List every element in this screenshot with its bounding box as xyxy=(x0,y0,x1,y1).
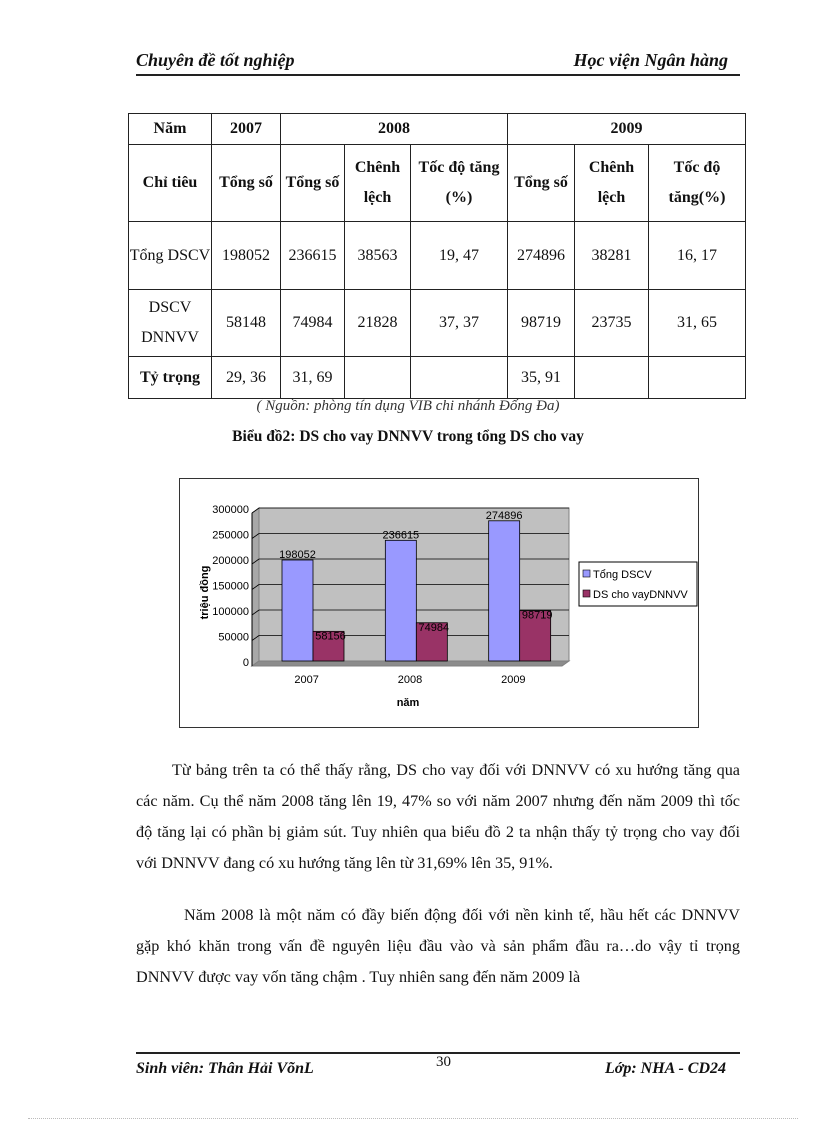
table-cell: 16, 17 xyxy=(649,222,746,290)
bar-data-label: 74984 xyxy=(418,621,450,634)
bar-data-label: 198052 xyxy=(279,548,316,561)
bar-data-label: 98719 xyxy=(521,609,553,622)
table-cell xyxy=(649,357,746,399)
footer-student: Sinh viên: Thân Hải VõnL xyxy=(136,1060,314,1077)
legend-label: Tổng DSCV xyxy=(593,569,652,581)
bar xyxy=(385,540,416,661)
table-cell: 98719 xyxy=(508,290,575,357)
footer-class: Lớp: NHA - CD24 xyxy=(604,1060,726,1077)
bar xyxy=(489,521,520,661)
table-cell: 38281 xyxy=(575,222,649,290)
page-header xyxy=(136,48,740,76)
x-tick-label: 2009 xyxy=(501,674,526,686)
table-source-note: ( Nguồn: phòng tín dụng VIB chi nhánh Đống Đa) xyxy=(256,398,560,414)
year-label-cell: Năm xyxy=(129,114,212,145)
indicator-label-cell: Chỉ tiêu xyxy=(129,145,212,222)
chart-caption: Biểu đồ2: DS cho vay DNNVV trong tổng DS cho vay xyxy=(232,428,584,445)
table-row xyxy=(129,222,746,290)
x-axis-title: năm xyxy=(396,697,420,709)
year-2008-header: 2008 xyxy=(281,114,508,145)
y-tick-label: 150000 xyxy=(212,580,249,593)
page-number: 30 xyxy=(436,1054,451,1070)
row-label: DSCV DNNVV xyxy=(129,290,212,357)
year-2009-header: 2009 xyxy=(508,114,746,145)
col-diff-2008: Chênh lệch xyxy=(345,145,411,222)
table-cell: 38563 xyxy=(345,222,411,290)
table-cell: 31, 69 xyxy=(281,357,345,399)
col-total-2007: Tổng số xyxy=(212,145,281,222)
y-axis-title: triệu đồng xyxy=(199,565,211,620)
row-label: Tổng DSCV xyxy=(129,222,212,290)
table-cell: 58148 xyxy=(212,290,281,357)
bar xyxy=(282,560,313,661)
y-tick-label: 250000 xyxy=(212,529,249,542)
table-cell xyxy=(345,357,411,399)
bar-chart xyxy=(179,478,699,728)
table-cell: 23735 xyxy=(575,290,649,357)
header-title-right: Học viện Ngân hàng xyxy=(573,50,728,70)
table-cell: 35, 91 xyxy=(508,357,575,399)
col-diff-2009: Chênh lệch xyxy=(575,145,649,222)
page-bottom-dotted-line xyxy=(28,1118,798,1119)
y-tick-label: 50000 xyxy=(218,631,249,644)
legend-label: DS cho vayDNNVV xyxy=(593,589,688,601)
col-total-2008: Tổng số xyxy=(281,145,345,222)
table-cell xyxy=(575,357,649,399)
loan-table xyxy=(128,113,746,399)
legend-swatch xyxy=(583,590,590,597)
plot-floor xyxy=(252,661,569,666)
x-tick-label: 2008 xyxy=(397,674,423,686)
col-total-2009: Tổng số xyxy=(508,145,575,222)
table-cell: 74984 xyxy=(281,290,345,357)
table-cell: 29, 36 xyxy=(212,357,281,399)
y-tick-label: 100000 xyxy=(212,606,249,618)
page-footer xyxy=(136,1052,740,1084)
table-cell: 274896 xyxy=(508,222,575,290)
table-row xyxy=(129,357,746,399)
x-tick-label: 2007 xyxy=(294,674,319,686)
bar-data-label: 236615 xyxy=(382,529,420,542)
col-growth-2009: Tốc độ tăng(%) xyxy=(649,145,746,222)
table-cell: 37, 37 xyxy=(411,290,508,357)
y-tick-label: 0 xyxy=(242,657,249,669)
bar-data-label: 58156 xyxy=(315,630,346,643)
table-cell: 31, 65 xyxy=(649,290,746,357)
table-cell: 198052 xyxy=(212,222,281,290)
chart-svg xyxy=(180,479,698,727)
paragraph-1: Từ bảng trên ta có thể thấy rằng, DS cho vay đối với DNNVV có xu hướng tăng qua các năm. Cụ thể năm 2008 tăng lên 19, 47% so với năm 2007 nhưng đến năm 2009 thì tốc độ tăng lại có phần bị giảm sút. Tuy nhiên qua biểu đồ 2 ta nhận thấy tỷ trọng cho vay đối với DNNVV đang có xu hướng tăng lên từ 31,69% lên 35, 91%. xyxy=(136,761,740,872)
table-cell: 19, 47 xyxy=(411,222,508,290)
y-tick-label: 300000 xyxy=(212,504,249,516)
legend-swatch xyxy=(583,570,590,577)
table-row xyxy=(129,290,746,357)
table-cell xyxy=(411,357,508,399)
col-growth-2008: Tốc độ tăng (%) xyxy=(411,145,508,222)
table-cell: 236615 xyxy=(281,222,345,290)
header-title-left: Chuyên đề tốt nghiệp xyxy=(136,50,295,70)
bar-data-label: 274896 xyxy=(485,509,523,522)
y-tick-label: 200000 xyxy=(212,555,249,567)
row-label: Tỷ trọng xyxy=(129,357,212,399)
year-2007-header: 2007 xyxy=(212,114,281,145)
table-cell: 21828 xyxy=(345,290,411,357)
paragraph-2: Năm 2008 là một năm có đầy biến động đối với nền kinh tế, hầu hết các DNNVV gặp khó khăn trong vấn đề nguyên liệu đầu vào và sản phẩm đầu ra…do vậy tỉ trọng DNNVV được vay vốn tăng chậm . Tuy nhiên sang đến năm 2009 là xyxy=(136,906,740,986)
